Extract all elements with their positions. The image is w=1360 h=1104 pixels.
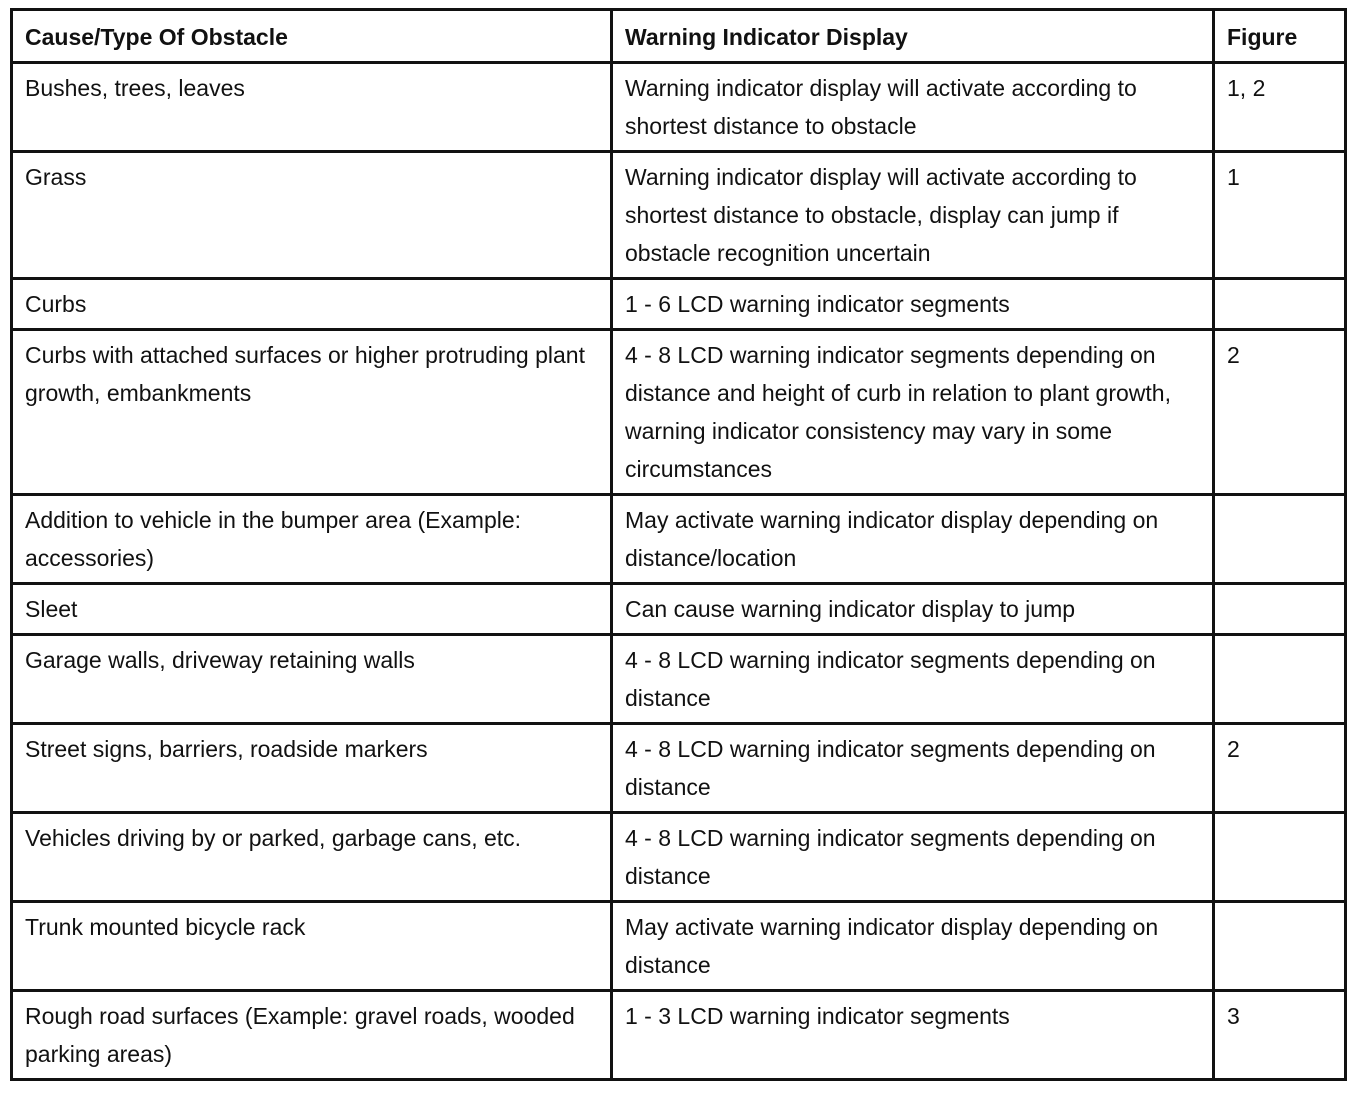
table-row: [12, 991, 1346, 1080]
cell-cause: Addition to vehicle in the bumper area (Example: accessories): [12, 495, 612, 584]
cell-cause: Trunk mounted bicycle rack: [12, 902, 612, 991]
cell-cause: Vehicles driving by or parked, garbage cans, etc.: [12, 813, 612, 902]
cell-display: 1 - 3 LCD warning indicator segments: [612, 991, 1214, 1080]
table-row: [12, 152, 1346, 279]
cell-figure: 1: [1214, 152, 1346, 279]
cell-cause: Rough road surfaces (Example: gravel roads, wooded parking areas): [12, 991, 612, 1080]
cell-figure: [1214, 279, 1346, 330]
cell-display: 4 - 8 LCD warning indicator segments depending on distance: [612, 724, 1214, 813]
cell-display: 4 - 8 LCD warning indicator segments depending on distance and height of curb in relation to plant growth, warning indicator consistency may vary in some circumstances: [612, 330, 1214, 495]
header-cause: Cause/Type Of Obstacle: [12, 10, 612, 63]
cell-figure: 1, 2: [1214, 63, 1346, 152]
table-row: [12, 902, 1346, 991]
header-row: [12, 10, 1346, 63]
cell-figure: [1214, 584, 1346, 635]
cell-display: 1 - 6 LCD warning indicator segments: [612, 279, 1214, 330]
table-row: [12, 63, 1346, 152]
cell-display: 4 - 8 LCD warning indicator segments depending on distance: [612, 635, 1214, 724]
cell-display: 4 - 8 LCD warning indicator segments depending on distance: [612, 813, 1214, 902]
obstacle-table: [10, 8, 1347, 1081]
table-row: [12, 495, 1346, 584]
cell-cause: Street signs, barriers, roadside markers: [12, 724, 612, 813]
cell-cause: Garage walls, driveway retaining walls: [12, 635, 612, 724]
cell-cause: Bushes, trees, leaves: [12, 63, 612, 152]
cell-display: Warning indicator display will activate according to shortest distance to obstacle, display can jump if obstacle recognition uncertain: [612, 152, 1214, 279]
cell-cause: Curbs with attached surfaces or higher protruding plant growth, embankments: [12, 330, 612, 495]
cell-display: May activate warning indicator display depending on distance: [612, 902, 1214, 991]
cell-display: Warning indicator display will activate according to shortest distance to obstacle: [612, 63, 1214, 152]
cell-figure: [1214, 495, 1346, 584]
cell-figure: 2: [1214, 724, 1346, 813]
table-row: [12, 724, 1346, 813]
cell-cause: Sleet: [12, 584, 612, 635]
cell-display: May activate warning indicator display depending on distance/location: [612, 495, 1214, 584]
table-row: [12, 279, 1346, 330]
cell-figure: 3: [1214, 991, 1346, 1080]
cell-figure: [1214, 635, 1346, 724]
table-row: [12, 813, 1346, 902]
cell-display: Can cause warning indicator display to jump: [612, 584, 1214, 635]
cell-cause: Grass: [12, 152, 612, 279]
table-row: [12, 330, 1346, 495]
cell-figure: 2: [1214, 330, 1346, 495]
cell-figure: [1214, 813, 1346, 902]
cell-figure: [1214, 902, 1346, 991]
header-figure: Figure: [1214, 10, 1346, 63]
cell-cause: Curbs: [12, 279, 612, 330]
table-row: [12, 635, 1346, 724]
table-row: [12, 584, 1346, 635]
header-display: Warning Indicator Display: [612, 10, 1214, 63]
